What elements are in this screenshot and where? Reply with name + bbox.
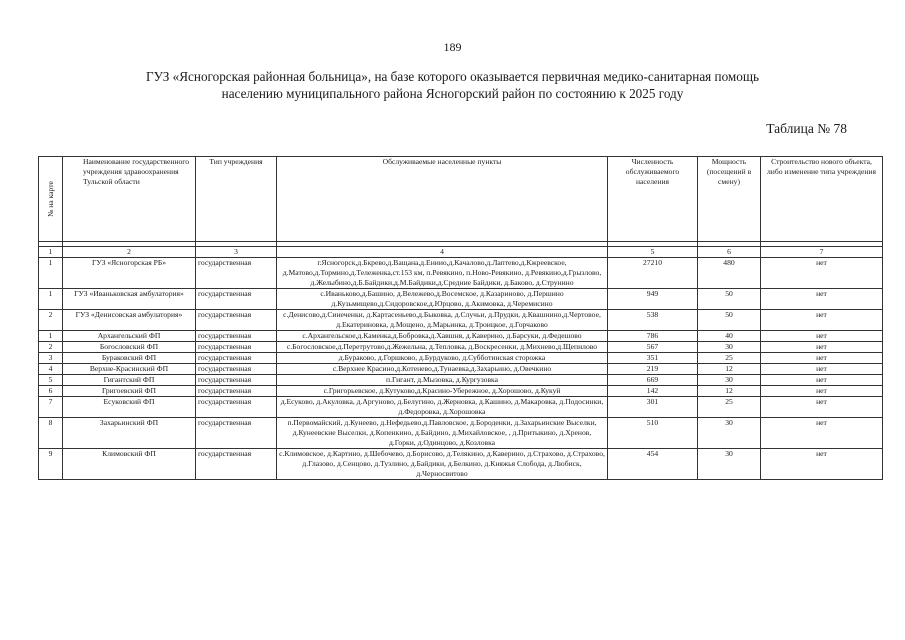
header-num-label: № на карте [45,181,55,217]
cell-num: 6 [39,386,63,397]
cell-construction: нет [761,353,883,364]
cell-capacity: 50 [698,310,761,331]
cell-type: государственная [196,258,277,289]
column-number: 4 [277,247,608,258]
cell-num: 1 [39,289,63,310]
cell-name: Есуковский ФП [63,397,196,418]
cell-num: 5 [39,375,63,386]
column-number: 1 [39,247,63,258]
header-name: Наименование государственного учреждения здравоохранения Тульской области [63,157,196,242]
cell-points: с.Верхнее Красино,д.Котенево,д.Тунаевка,д.Захарьино, д.Овечкино [277,364,608,375]
cell-capacity: 30 [698,342,761,353]
cell-num: 2 [39,310,63,331]
cell-type: государственная [196,331,277,342]
cell-num: 1 [39,331,63,342]
cell-type: государственная [196,353,277,364]
cell-type: государственная [196,397,277,418]
cell-population: 454 [608,449,698,480]
cell-construction: нет [761,310,883,331]
cell-capacity: 50 [698,289,761,310]
cell-capacity: 40 [698,331,761,342]
cell-capacity: 30 [698,449,761,480]
cell-construction: нет [761,258,883,289]
table-label: Таблица № 78 [766,121,847,136]
cell-construction: нет [761,331,883,342]
cell-points: д.Есуково, д.Акуловка, д.Аргуново, д.Белугино, д.Жерновка, д.Кашино, д.Макаровка, д.Подосинки, д.Федоровка, д.Хорошовка [277,397,608,418]
cell-population: 142 [608,386,698,397]
cell-construction: нет [761,449,883,480]
cell-num: 1 [39,258,63,289]
header-population: Численность обслуживаемого населения [608,157,698,242]
title-line-2: населению муниципального района Ясногорский район по состоянию к 2025 году [221,86,684,101]
table-row [39,353,883,364]
table-row [39,331,883,342]
table-row [39,342,883,353]
column-number: 7 [761,247,883,258]
cell-points: с.Денисово,д.Синеченки, д.Картасеньево,д.Быковка, д.Случьи, д.Прудки, д.Квашнино,д.Чертовое, д.Екатериновка, д.Мощено, д.Марьинка, д.Троицкое, д.Горчаково [277,310,608,331]
column-number: 6 [698,247,761,258]
cell-points: п.Первомайский, д.Кунеево, д.Нефедьево,д.Павловское, д.Бороденки, д.Захарьинские Выселки, д.Кунеевские Выселки, д.Копенкино, д.Байдино, д.Михайловское, , д.Притыкино, д.Хренов, д.Горки, д.Одинцово, д.Козловка [277,418,608,449]
cell-name: Бураковский ФП [63,353,196,364]
cell-population: 567 [608,342,698,353]
cell-population: 510 [608,418,698,449]
column-number: 5 [608,247,698,258]
header-row [39,157,883,242]
cell-population: 301 [608,397,698,418]
table-row [39,375,883,386]
cell-name: ГУЗ «Ясногорская РБ» [63,258,196,289]
document-title [40,68,865,102]
cell-construction: нет [761,418,883,449]
header-construction: Строительство нового объекта, либо изменение типа учреждения [761,157,883,242]
table-row [39,258,883,289]
cell-num: 2 [39,342,63,353]
cell-name: Архангельский ФП [63,331,196,342]
table-row [39,310,883,331]
page-number: 189 [443,40,462,54]
table-row [39,289,883,310]
cell-name: Захарьинский ФП [63,418,196,449]
cell-type: государственная [196,386,277,397]
cell-name: Гигантский ФП [63,375,196,386]
cell-points: с.Архангельское,д.Каменка,д.Бобровка,д.Хавшня, д.Каверино, д.Барсуки, д.Федешово [277,331,608,342]
column-number-row [39,247,883,258]
cell-points: д.Бураково, д.Горшково, д.Бурдуково, д.Субботинская сторожка [277,353,608,364]
cell-type: государственная [196,364,277,375]
cell-num: 8 [39,418,63,449]
header-type: Тип учреждения [196,157,277,242]
cell-type: государственная [196,289,277,310]
table-row [39,397,883,418]
cell-population: 27210 [608,258,698,289]
cell-population: 669 [608,375,698,386]
cell-name: Климовский ФП [63,449,196,480]
title-line-1: ГУЗ «Ясногорская районная больница», на базе которого оказывается первичная медико-санитарная помощь [145,69,760,84]
cell-construction: нет [761,364,883,375]
cell-population: 786 [608,331,698,342]
column-number: 2 [63,247,196,258]
table-row [39,386,883,397]
cell-capacity: 30 [698,375,761,386]
cell-points: п.Гигант, д.Мызовка, д.Кургузовка [277,375,608,386]
cell-type: государственная [196,310,277,331]
cell-population: 351 [608,353,698,364]
cell-capacity: 12 [698,386,761,397]
hospital-table [38,156,883,480]
header-num [39,157,63,242]
cell-capacity: 480 [698,258,761,289]
cell-capacity: 25 [698,397,761,418]
cell-points: с.Иваньково,д.Башино, д.Вележево,д.Восемское, д.Казариново, д.Першино д.Кузьмищево,д.Сидоровское,д.Юрцово, д.Акимовка, д.Черемисино [277,289,608,310]
cell-construction: нет [761,289,883,310]
cell-construction: нет [761,386,883,397]
cell-construction: нет [761,375,883,386]
cell-type: государственная [196,418,277,449]
cell-num: 3 [39,353,63,364]
cell-type: государственная [196,342,277,353]
header-capacity: Мощность (посещений в смену) [698,157,761,242]
cell-name: Григоевский ФП [63,386,196,397]
cell-num: 7 [39,397,63,418]
cell-type: государственная [196,375,277,386]
cell-num: 4 [39,364,63,375]
table-row [39,449,883,480]
header-points: Обслуживаемые населенные пункты [277,157,608,242]
cell-points: с.Климовское, д.Картино, д.Шебочево, д.Борисово, д.Телякино, д.Каверино, д.Страхово, д.Страхово, д.Глазово, д.Сенцово, д.Туэлино, д.Байдики, д.Белкино, д.Княжья Слобода, д.Любиск, д.Черносвитово [277,449,608,480]
cell-points: г.Ясногорск,д.Бкрево,д.Ващана,д.Ениио,д.Качалово,д.Лаптево,д.Кжреевское, д.Матово,д.Тормино,д.Тележенка,ст.153 км, п.Ревякино, п.Ново-Ревякино, д.Ревякино,д.Грызлово, д.Желыбино,д.Б.Байдики,д.М.Байдики,д.Средние Байдики, д.Баково, д.Струнино [277,258,608,289]
table-row [39,418,883,449]
cell-num: 9 [39,449,63,480]
cell-name: ГУЗ «Денисовская амбулатория» [63,310,196,331]
cell-name: ГУЗ «Иваньковская амбулатория» [63,289,196,310]
cell-capacity: 30 [698,418,761,449]
cell-construction: нет [761,397,883,418]
cell-population: 538 [608,310,698,331]
cell-name: Верхне-Красинский ФП [63,364,196,375]
cell-capacity: 25 [698,353,761,364]
column-number: 3 [196,247,277,258]
cell-population: 949 [608,289,698,310]
cell-points: с.Григорьевское, д.Кутуково,д.Красино-Убережное, д.Хорошово, д.Кукуй [277,386,608,397]
cell-construction: нет [761,342,883,353]
cell-type: государственная [196,449,277,480]
cell-population: 219 [608,364,698,375]
cell-capacity: 12 [698,364,761,375]
cell-points: с.Богословское,д.Перетрутово,д.Жежельна, д.Тепловка, д.Воскресенки, д.Михнево,д.Щепилово [277,342,608,353]
cell-name: Богословский ФП [63,342,196,353]
table-row [39,364,883,375]
